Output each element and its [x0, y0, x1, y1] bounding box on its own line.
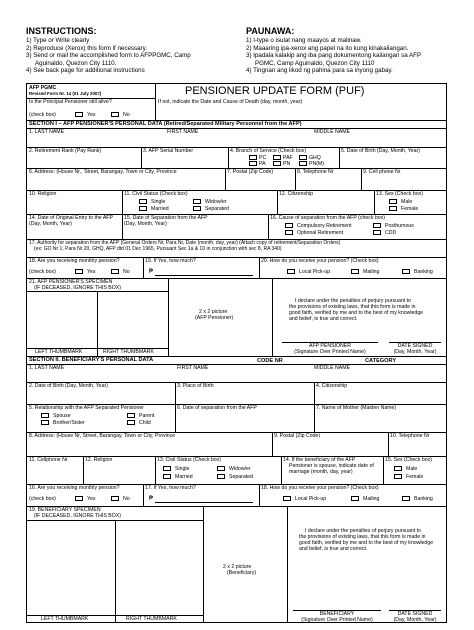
pensioner-update-form	[26, 83, 447, 623]
s1-branch-label: 4. Branch of Service (Check box)	[230, 148, 307, 154]
s2-banking-checkbox[interactable]	[402, 496, 410, 501]
s1-separated-label: Separated	[205, 206, 229, 212]
s2-married-label: Married	[175, 474, 193, 480]
rel-sibling-label: Brother/Sister	[53, 420, 85, 426]
s2-marriage-label-3: marriage (month, day, year)	[289, 469, 353, 475]
s2-date-signed-sub: (Day, Month, Year)	[393, 617, 437, 623]
branch-pa-label: PA	[259, 161, 266, 167]
s1-pension-no-checkbox[interactable]	[111, 269, 119, 274]
s2-pension-label: 16. Are you receiving monthly pension?	[29, 485, 120, 491]
s2-separation-label: 6. Date of separation from the AFP	[177, 405, 257, 411]
s2-amount-input[interactable]	[155, 502, 253, 503]
alive-check-label: (check box)	[29, 112, 56, 118]
s1-signature-label: AFP PENSIONER	[309, 343, 351, 349]
s2-postal-label: 9. Postal (Zip Code)	[274, 433, 321, 439]
s1-cellphone-label: 9. Cell phone Nr	[363, 169, 401, 175]
s2-pension-no-label: No	[123, 496, 130, 502]
s1-mailing-checkbox[interactable]	[351, 269, 359, 274]
s1-civil-label: 11. Civil Status (Check box)	[124, 191, 188, 197]
s2-pob-label: 3. Place of Birth	[177, 383, 214, 389]
s1-male-checkbox[interactable]	[389, 199, 397, 204]
s1-separation-date-label: 15. Date of Separation from the AFP	[124, 215, 208, 221]
branch-ghq-checkbox[interactable]	[299, 155, 307, 160]
alive-yes-checkbox[interactable]	[75, 112, 83, 117]
section-2-title: SECTION II. BENEFICIARY'S PERSONAL DATA	[29, 357, 154, 363]
s2-receive-label: 18. How do you receive your pension? (Check box)	[261, 485, 379, 491]
s1-postal-label: 7. Postal (Zip Code)	[227, 169, 274, 175]
branch-paf-label: PAF	[283, 155, 293, 161]
paunawa-line: 3) Ipadala kalakip ang iba pang dokumentong kailangan sa AFP	[246, 52, 422, 60]
s2-separated-label: Separated	[229, 474, 253, 480]
paunawa-block	[246, 26, 421, 75]
s2-declaration-line: good faith, verified by me and to the best of my knowledge	[299, 540, 434, 546]
s2-right-thumbmark-box[interactable]	[116, 521, 202, 615]
s1-declaration-line: the provisions of existing laws, that this form is made in	[289, 304, 416, 310]
s1-male-label: Male	[401, 199, 413, 205]
s1-married-checkbox[interactable]	[139, 206, 147, 211]
s1-entry-label: 14. Date of Original Entry to the AFP	[29, 215, 113, 221]
s1-left-thumb-label: LEFT THUMBMARK	[35, 349, 83, 355]
s1-address-label: 6. Address: (House Nr., Street, Barangay, Town or City, Province	[29, 169, 177, 175]
s1-signature-sub: (Signature Over Printed Name)	[294, 349, 366, 355]
death-question: If not, indicate the Date and Cause of Death (day, month, year)	[158, 99, 303, 105]
s2-middle-name-label: MIDDLE NAME	[314, 365, 351, 371]
branch-pnm-checkbox[interactable]	[299, 161, 307, 166]
posthumous-label: Posthumous	[385, 223, 414, 229]
s1-specimen-sub: (IF DECEASED, IGNORE THIS BOX)	[34, 285, 121, 291]
alive-yes-label: Yes	[87, 112, 96, 118]
s2-pension-no-checkbox[interactable]	[111, 496, 119, 501]
s1-picture-sub: (AFP Pensioner)	[195, 315, 234, 321]
instruction-line: Aguinaldo, Quezon City 1110.	[35, 59, 117, 67]
s1-widow-checkbox[interactable]	[193, 199, 201, 204]
s2-signature-line[interactable]	[293, 610, 381, 623]
s1-amount-input[interactable]	[155, 275, 253, 276]
s2-photo-box[interactable]	[204, 507, 286, 622]
s1-pension-yes-label: Yes	[87, 269, 96, 275]
s1-left-thumbmark-box[interactable]	[28, 292, 96, 347]
s1-telephone-label: 8. Telephone Nr	[297, 169, 334, 175]
s1-citizenship-label: 12. Citizenship	[279, 191, 314, 197]
s1-separated-checkbox[interactable]	[193, 206, 201, 211]
s1-cause-label: 16. Cause of separation from the AFP (check box)	[270, 215, 385, 221]
s2-last-name-label: 1. LAST NAME	[29, 365, 65, 371]
cdd-checkbox[interactable]	[373, 230, 381, 235]
s1-first-name-label: FIRST NAME	[167, 129, 199, 135]
s2-female-checkbox[interactable]	[394, 474, 402, 479]
s1-banking-checkbox[interactable]	[402, 269, 410, 274]
s2-dob-label: 2. Date of Birth (Day, Month, Year)	[29, 383, 108, 389]
posthumous-checkbox[interactable]	[373, 223, 381, 228]
s1-right-thumbmark-box[interactable]	[98, 292, 167, 347]
alive-no-label: No	[123, 112, 130, 118]
instructions-block	[26, 26, 191, 75]
section-1-title: SECTION I – AFP PENSIONER'S PERSONAL DATA (Retired/Separated Military Personnel from the AFP)	[29, 121, 302, 127]
s1-banking-label: Banking	[414, 269, 433, 275]
s2-citizenship-label: 4. Citizenship	[316, 383, 348, 389]
s1-declaration-line: good faith, verified by me and to the best of my knowledge	[289, 310, 424, 316]
rel-spouse-label: Spouse	[53, 413, 71, 419]
s1-pension-check-label: (check box)	[29, 269, 56, 275]
rel-child-label: Child	[139, 420, 151, 426]
s2-male-label: Male	[406, 466, 418, 472]
branch-pc-checkbox[interactable]	[249, 155, 257, 160]
s1-single-label: Single	[151, 199, 166, 205]
optional-checkbox[interactable]	[285, 230, 293, 235]
s2-signature-label: BENEFICIARY	[319, 611, 355, 617]
s2-date-signed-line[interactable]	[389, 610, 441, 623]
branch-pc-label: PC	[259, 155, 267, 161]
rel-parent-checkbox[interactable]	[127, 413, 135, 418]
paunawa-line: 2) Maaaring ipa-xerox ang papel na ito kung kinakailangan.	[246, 44, 409, 52]
s1-entry-sub: (Day, Month, Year)	[29, 221, 72, 227]
s1-religion-label: 10. Religion	[29, 191, 57, 197]
s1-mailing-label: Mailing	[363, 269, 380, 275]
s1-middle-name-label: MIDDLE NAME	[314, 129, 351, 135]
s2-cellphone-label: 11. Cellphone Nr	[29, 457, 68, 463]
s1-photo-box[interactable]	[169, 279, 271, 355]
branch-pa-checkbox[interactable]	[249, 161, 257, 166]
form-title: PENSIONER UPDATE FORM (PUF)	[185, 85, 365, 97]
s2-relationship-label: 5. Relationship with the AFP Separated Pensioner	[29, 405, 144, 411]
s1-widow-label: Widow/er	[205, 199, 227, 205]
s2-married-checkbox[interactable]	[163, 474, 171, 479]
s1-sex-label: 13. Sex (Check box)	[376, 191, 423, 197]
instruction-line: 2) Reproduce (Xerox) this form if necessary.	[26, 44, 147, 52]
s1-married-label: Married	[151, 206, 169, 212]
s2-single-checkbox[interactable]	[163, 466, 171, 471]
s1-right-thumb-label: RIGHT THUMBMARK	[103, 349, 154, 355]
rel-spouse-checkbox[interactable]	[41, 413, 49, 418]
s2-declaration-line: the provisions of existing laws, that this form is made in	[299, 534, 426, 540]
s2-marriage-label-2: Pensioner is spouse, indicate date of	[289, 463, 374, 469]
s1-pension-yes-checkbox[interactable]	[75, 269, 83, 274]
rel-parent-label: Parent	[139, 413, 155, 419]
s1-rank-label: 2. Retirement Rank (Pay Rank)	[29, 148, 102, 154]
instruction-line: 4) See back page for additional instructions	[26, 67, 145, 75]
s2-right-thumb-label: RIGHT THUMBMARK	[126, 616, 177, 622]
s1-declaration-line: I declare under the penalties of perjury pursuant to	[295, 298, 411, 304]
s2-mailing-checkbox[interactable]	[351, 496, 359, 501]
s2-single-label: Single	[175, 466, 190, 472]
compulsory-label: Compulsory Retirement	[297, 223, 352, 229]
alive-question: Is the Principal Pensioner still alive?	[29, 99, 112, 105]
s2-marriage-label: 14. If the beneficiary of the AFP	[283, 457, 356, 463]
s2-specimen-sub: (IF DECEASED, IGNORE THIS BOX)	[34, 513, 121, 519]
s2-female-label: Female	[406, 474, 424, 480]
paunawa-line: 1) I-type o isulat nang maayos at malinaw.	[246, 37, 362, 44]
s2-peso-sign: ₱	[149, 496, 154, 502]
branch-paf-checkbox[interactable]	[273, 155, 281, 160]
branch-pn-checkbox[interactable]	[273, 161, 281, 166]
optional-label: Optional Retirement	[297, 230, 344, 236]
branch-pnm-label: PN(M)	[309, 161, 324, 167]
s1-authority-label: 17. Authority for separation from the AFP (General Orders Nr, Para Nr, Date (month, day, year) (Attach copy of retirement/Separation Orders)	[29, 240, 341, 246]
instruction-line: 1) Type or Write clearly	[26, 37, 90, 44]
s2-pickup-label: Local Pick-up	[295, 496, 327, 502]
s2-declaration-line: and belief, is true and correct.	[299, 546, 368, 552]
s2-male-checkbox[interactable]	[394, 466, 402, 471]
cdd-label: CDD	[385, 230, 397, 236]
s1-female-label: Female	[401, 206, 419, 212]
s2-first-name-label: FIRST NAME	[177, 365, 209, 371]
s2-left-thumbmark-box[interactable]	[28, 521, 114, 615]
s1-pickup-checkbox[interactable]	[287, 269, 295, 274]
revised-label: Revised Form Nr. 14 (01 July 2007)	[29, 91, 102, 96]
s2-pension-check-label: (check box)	[29, 496, 56, 502]
s1-single-checkbox[interactable]	[139, 199, 147, 204]
s1-serial-label: 3. AFP Serial Number	[143, 148, 194, 154]
s1-date-signed-sub: (Day, Month, Year)	[393, 349, 437, 355]
instructions-title: INSTRUCTIONS:	[26, 26, 97, 36]
s1-amount-label: 19. If Yes, how much?	[145, 258, 196, 264]
s2-widow-label: Widow/er	[229, 466, 251, 472]
s2-separated-checkbox[interactable]	[217, 474, 225, 479]
s2-left-thumb-label: LEFT THUMBMARK	[41, 616, 89, 622]
s2-religion-label: 12. Religion	[85, 457, 113, 463]
category-label: CATEGORY	[365, 357, 397, 364]
s1-last-name-label: 1. LAST NAME	[29, 129, 65, 135]
s1-date-signed-label: DATE SIGNED	[397, 343, 433, 349]
s1-pension-no-label: No	[123, 269, 130, 275]
s2-date-signed-label: DATE SIGNED	[397, 611, 433, 617]
paunawa-title: PAUNAWA:	[246, 26, 295, 36]
s2-address-label: 8. Address: (House Nr, Street, Barangay, Town or City, Province	[29, 433, 176, 439]
code-nr-label: CODE NR	[257, 357, 283, 364]
paunawa-line: 4) Tingnan ang likod ng pahina para sa inyong gabay.	[246, 67, 393, 75]
s1-name-input[interactable]	[29, 135, 444, 146]
s1-dob-label: 5. Date of Birth (Day, Month, Year)	[341, 148, 420, 154]
s2-mailing-label: Mailing	[363, 496, 380, 502]
s2-declaration-line: I declare under the penalties of perjury pursuant to	[305, 528, 421, 534]
branch-ghq-label: GHQ	[309, 155, 321, 161]
branch-pn-label: PN	[283, 161, 291, 167]
s2-telephone-label: 10. Telephone Nr	[390, 433, 430, 439]
s2-pension-yes-checkbox[interactable]	[75, 496, 83, 501]
s2-mother-label: 7. Name of Mother (Maiden Name)	[316, 405, 397, 411]
s2-picture-sub: (Beneficiary)	[227, 570, 257, 576]
alive-no-checkbox[interactable]	[111, 112, 119, 117]
s1-receive-label: 20. How do you receive your pension? (Check box)	[261, 258, 379, 264]
s1-pension-label: 18. Are you receiving monthly pension?	[29, 258, 120, 264]
s2-civil-label: 13. Civil Status (Check box)	[157, 457, 222, 463]
s2-pension-yes-label: Yes	[87, 496, 96, 502]
s1-date-signed-line[interactable]	[389, 342, 441, 355]
s2-sex-label: 15. Sex (Check box)	[385, 457, 432, 463]
s2-name-input[interactable]	[29, 371, 444, 381]
agency-label: AFP PGMC	[29, 85, 57, 91]
s2-pickup-checkbox[interactable]	[283, 496, 291, 501]
s1-female-checkbox[interactable]	[389, 206, 397, 211]
s1-picture-label: 2 x 2 picture	[199, 309, 228, 315]
s2-widow-checkbox[interactable]	[217, 466, 225, 471]
s2-specimen-label: 19. BENEFICIARY SPECIMEN	[29, 507, 101, 513]
rel-sibling-checkbox[interactable]	[41, 420, 49, 425]
s1-signature-line[interactable]	[282, 342, 378, 355]
s1-separation-date-sub: (Day, Month, Year)	[124, 221, 167, 227]
s1-peso-sign: ₱	[149, 269, 154, 275]
instruction-line: 3) Send or mail the accomplished form to AFPPGMC, Camp	[26, 52, 191, 60]
s1-pickup-label: Local Pick-up	[299, 269, 331, 275]
s2-picture-label: 2 x 2 picture	[223, 564, 252, 570]
s1-authority-example: (ex: GO Nr 1, Para Nr 20, GHQ, AFP dtd 01 Dec 1965, Pursuant Sec 1a & 10 in conjunction with sec 8, RA 340)	[34, 246, 282, 252]
s1-specimen-label: 21. AFP PENSIONER'S SPECIMEN	[29, 279, 113, 285]
paunawa-line: PGMC, Camp Aguinaldo, Quezon City 1110	[255, 59, 375, 67]
s2-amount-label: 17. If Yes, how much?	[145, 485, 196, 491]
s2-signature-sub: (Signature Over Printed Name)	[301, 617, 373, 623]
s2-banking-label: Banking	[414, 496, 433, 502]
rel-child-checkbox[interactable]	[127, 420, 135, 425]
compulsory-checkbox[interactable]	[285, 223, 293, 228]
s1-declaration-line: and belief, is true and correct.	[289, 316, 358, 322]
